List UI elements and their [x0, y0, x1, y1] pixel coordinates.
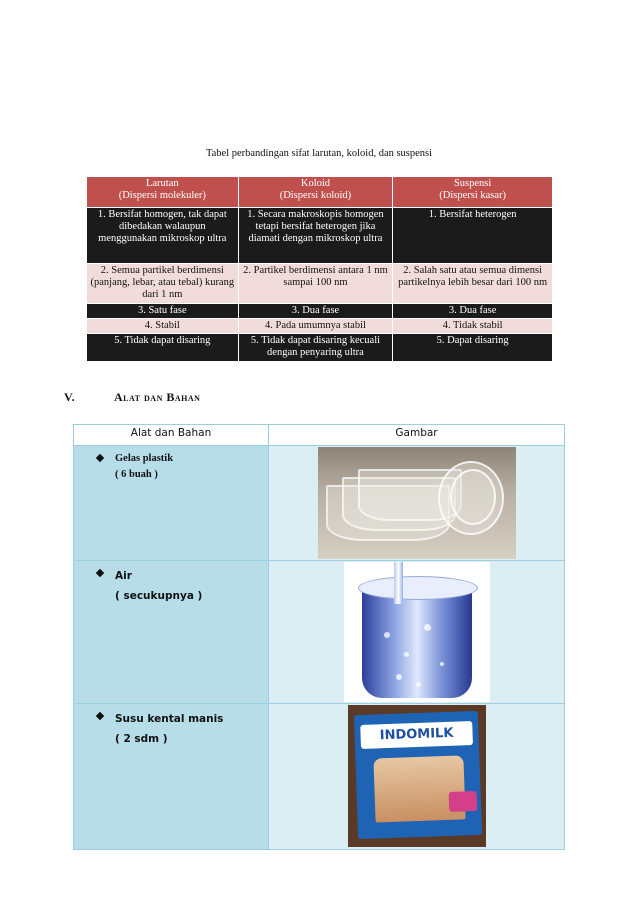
section-title: Alat dan Bahan [114, 390, 201, 404]
header-suspensi: Suspensi (Dispersi kasar) [393, 177, 553, 208]
table-row [87, 264, 553, 304]
table-cell: 2. Partikel berdimensi antara 1 nm sampai 100 nm [238, 264, 393, 304]
material-quantity: ( 2 sdm ) [115, 733, 168, 745]
section-number: V. [64, 390, 76, 404]
table-cell: 4. Stabil [87, 319, 239, 334]
table-cell: 2. Semua partikel berdimensi (panjang, lebar, atau tebal) kurang dari 1 nm [87, 264, 239, 304]
bullet-icon [96, 569, 104, 577]
material-name: Air [115, 570, 132, 582]
table-row [74, 561, 565, 704]
material-name: Susu kental manis [115, 713, 224, 725]
material-item [74, 704, 269, 850]
material-item [74, 561, 269, 704]
material-image-cell [269, 446, 565, 561]
material-quantity: ( secukupnya ) [115, 590, 203, 602]
material-image-cell [269, 704, 565, 850]
bullet-icon [96, 454, 104, 462]
table-cell: 5. Tidak dapat disaring kecuali dengan penyaring ultra [238, 334, 393, 362]
plastic-cups-image [318, 447, 516, 559]
table-caption: Tabel perbandingan sifat larutan, koloid, dan suspensi [205, 148, 433, 159]
header-larutan: Larutan (Dispersi molekuler) [87, 177, 239, 208]
header-gambar: Gambar [269, 425, 565, 446]
condensed-milk-image [348, 705, 486, 847]
glass-of-water-image [344, 562, 490, 702]
table-cell: 5. Tidak dapat disaring [87, 334, 239, 362]
comparison-table [86, 176, 553, 362]
table-cell: 3. Satu fase [87, 304, 239, 319]
table-cell: 2. Salah satu atau semua dimensi partikelnya lebih besar dari 100 nm [393, 264, 553, 304]
table-cell: 4. Pada umumnya stabil [238, 319, 393, 334]
header-koloid: Koloid (Dispersi koloid) [238, 177, 393, 208]
materials-table [73, 424, 565, 850]
header-alat-bahan: Alat dan Bahan [74, 425, 269, 446]
material-quantity: ( 6 buah ) [115, 469, 158, 480]
table-cell: 5. Dapat disaring [393, 334, 553, 362]
materials-header-row [74, 425, 565, 446]
table-cell: 3. Dua fase [238, 304, 393, 319]
bullet-icon [96, 712, 104, 720]
material-name: Gelas plastik [115, 453, 174, 464]
table-row [74, 704, 565, 850]
milk-brand-logo: INDOMILK [360, 721, 473, 749]
table-row [74, 446, 565, 561]
table-cell: 1. Secara makroskopis homogen tetapi bersifat heterogen jika diamati dengan mikroskop ultra [238, 208, 393, 264]
table-cell: 4. Tidak stabil [393, 319, 553, 334]
material-image-cell [269, 561, 565, 704]
table-row [87, 319, 553, 334]
comparison-header-row [87, 177, 553, 208]
table-row [87, 304, 553, 319]
section-heading [64, 390, 200, 405]
material-item [74, 446, 269, 561]
table-row [87, 208, 553, 264]
table-cell: 1. Bersifat homogen, tak dapat dibedakan walaupun menggunakan mikroskop ultra [87, 208, 239, 264]
table-row [87, 334, 553, 362]
table-cell: 3. Dua fase [393, 304, 553, 319]
table-cell: 1. Bersifat heterogen [393, 208, 553, 264]
